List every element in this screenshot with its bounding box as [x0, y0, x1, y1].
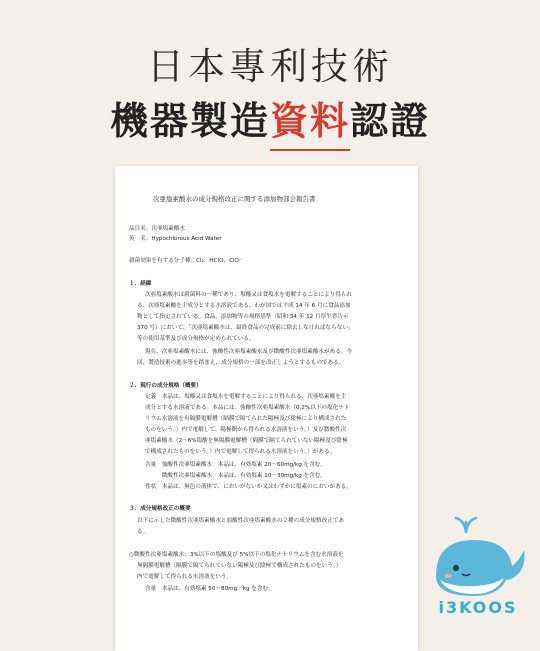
molecule-species: 殺菌効果を有する分子種：Cl₂、HClO、ClO⁻ — [129, 258, 242, 264]
document-title: 次亜塩素酸水の成分規格改正に関する添加物部会報告書 — [153, 195, 316, 203]
section1-line: る、次亜塩素酸を主成分とする水溶液である。わが国では平成 14 年 6 月に食品添加 — [137, 303, 351, 309]
section1-line: 370 号）において、「次亜塩素酸水は、最終食品の完成前に除去しなければならない」 — [137, 325, 354, 331]
heading-line2 — [0, 90, 540, 145]
section1-line: 回、製造技術の進歩等を踏まえ、成分規格の一部を改正しようとするものである。 — [137, 360, 345, 366]
section2-line: 定義 本品は、塩酸又は食塩水を電解することにより得られる、次亜塩素酸を主 — [145, 394, 347, 400]
heading-line1: 日本專利技術 — [147, 45, 393, 88]
section2-line: 性状 本品は、無色の液体で、においがないか又はわずかに塩素のにおいがある。 — [145, 484, 352, 490]
section2-line: 成分とする水溶液である。本品には、強酸性次亜塩素酸水（0.2%以下の塩化ナト — [145, 405, 350, 411]
section3-line: ○微酸性次亜塩素酸水：3%以下の塩酸及び 5%以下の塩化ナトリウムを含む水溶液を — [129, 552, 344, 558]
section3-line: る。 — [137, 529, 149, 535]
section1-title: １．経緯 — [129, 281, 152, 287]
section3-line: 以下に示した微酸性次亜塩素酸水と弱酸性次亜塩素酸水の２種の成分規格改正であ — [137, 518, 344, 524]
section3-line: 内で電解して得られる水溶液をいう。 — [137, 574, 233, 580]
section3-title: ３．成分規格改正の概要 — [129, 506, 191, 512]
heading-line2-post: 認證 — [350, 99, 431, 143]
section3-line: 含量 本品は、有効塩素 50～80mg／kg を含む。 — [145, 586, 274, 592]
section2-line: 微酸性次亜塩素酸水 本品は、有効塩素 10～30mg/kg を含む。 — [145, 473, 326, 479]
brand-logo-text: i3KOOS — [438, 598, 518, 617]
section1-line: 等の使用基準及び成分規格が定められている。 — [137, 336, 255, 342]
section1-line: 現在、次亜塩素酸水には、強酸性次亜塩素酸水及び微酸性次亜塩素酸水がある。今 — [145, 349, 352, 355]
section2-line: で構成されたものをいう。）内で電解して得られる水溶液をいう。）がある。 — [145, 449, 336, 455]
report-document — [115, 166, 418, 651]
english-name: 英 名：Hypochlorous Acid Water — [129, 236, 222, 242]
section1-line: 物として指定されている。食品、添加物等の規格基準（昭和 34 年 12 月厚生省告示 — [137, 314, 349, 320]
heading-highlight: 資料 — [270, 90, 350, 145]
section2-line: 含量 強酸性次亜塩素酸水 本品は、有効塩素 20～60mg/kg を含む。 — [145, 462, 326, 468]
section3-line: 無隔膜電解槽（隔膜で隔てられていない陽極及び陰極で構成されたものをいう。） — [137, 563, 342, 569]
section2-line: 亜塩素酸水（2～6%塩酸を無隔膜電解槽（隔膜で隔てられていない陽極及び陰極 — [145, 438, 348, 444]
item-name: 品目名：次亜塩素酸水 — [129, 226, 185, 232]
heading-line2-pre: 機器製造 — [109, 99, 270, 143]
section2-title: ２．現行の成分規格（概要） — [129, 383, 202, 389]
section2-line: ものをいう。）内で電解して、陽極側から得られる水溶液をいう。）及び微酸性次 — [145, 427, 347, 433]
section2-line: リウム水溶液を有隔膜電解槽（隔膜で隔てられた陽極及び陰極により構成された — [145, 416, 347, 422]
section1-line: 次亜塩素酸水は殺菌料の一種であり、塩酸又は食塩水を電解することにより得られ — [145, 292, 352, 298]
